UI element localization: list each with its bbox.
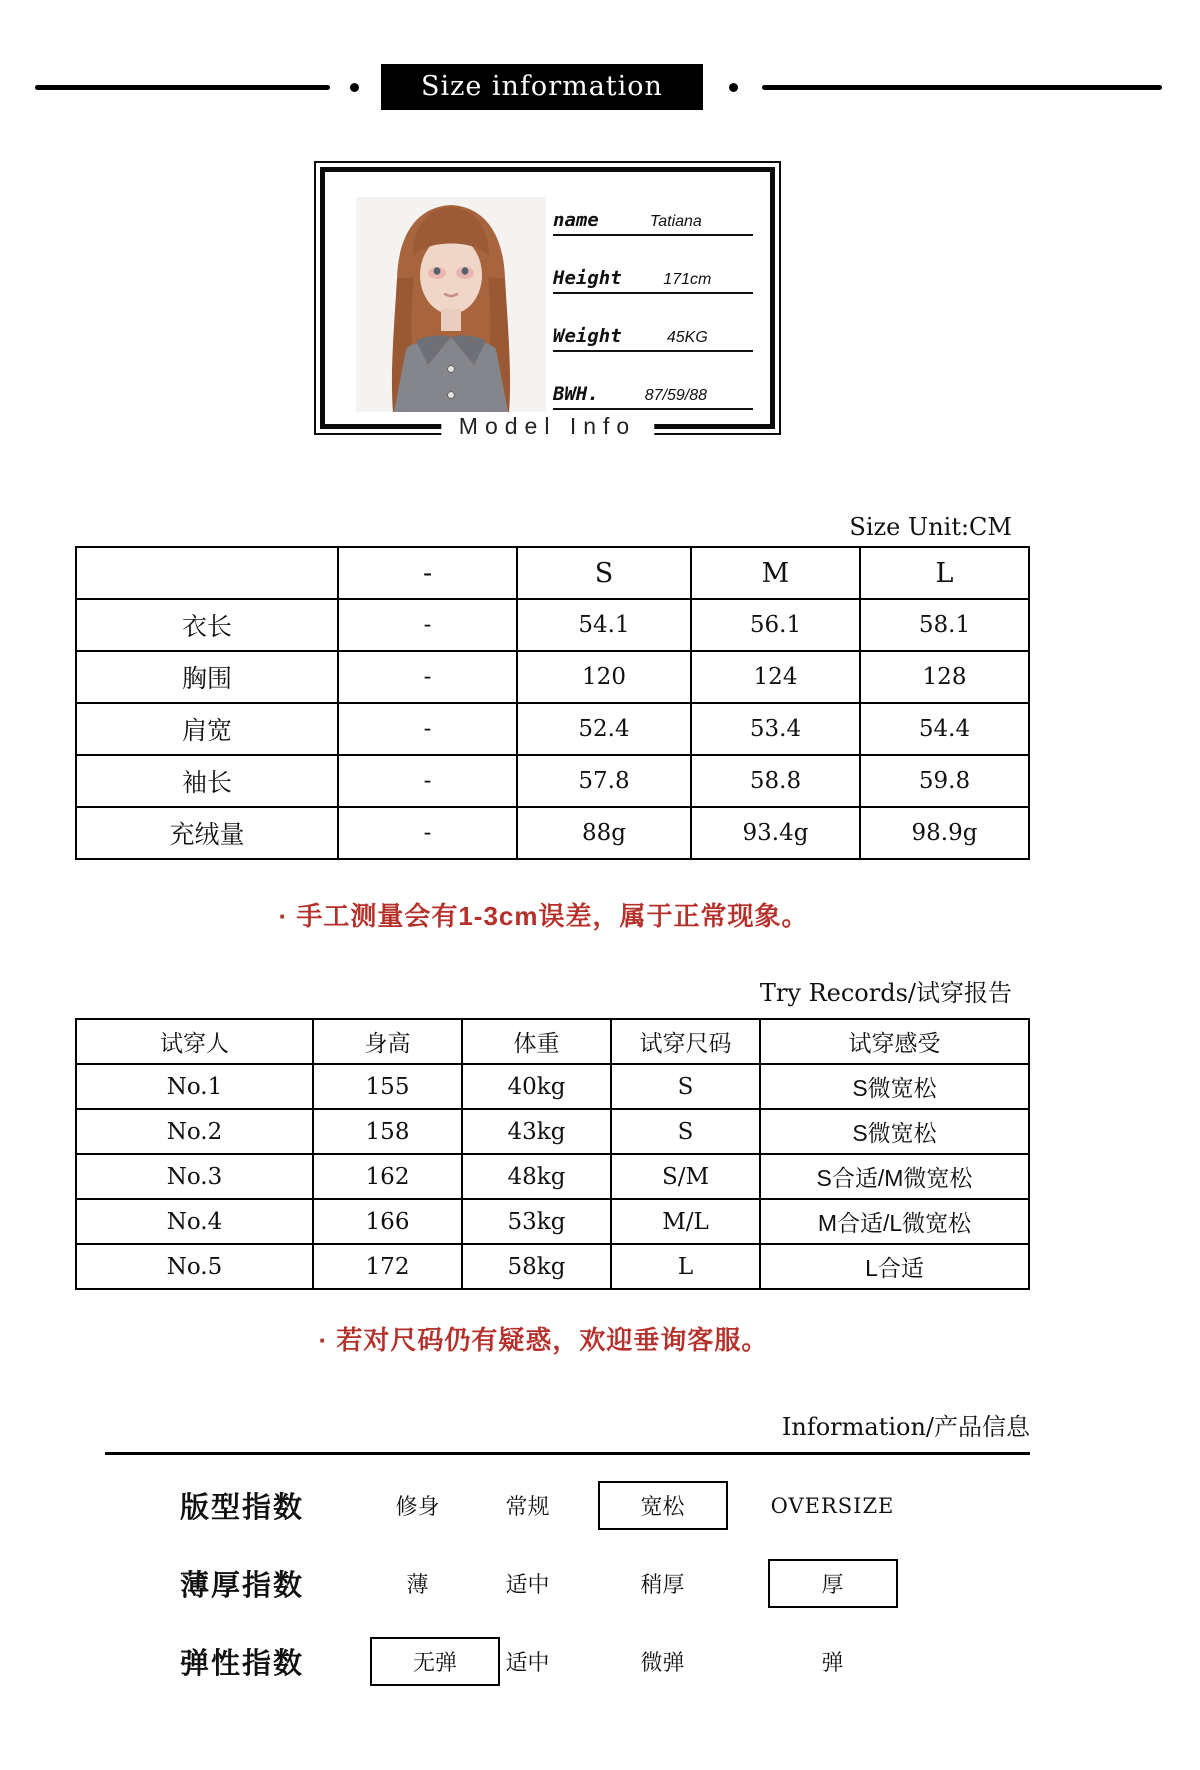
size-col-header: - bbox=[338, 547, 517, 599]
size-advice-note: · 若对尺码仍有疑惑，欢迎垂询客服。 bbox=[318, 1325, 769, 1355]
model-field-bwh bbox=[553, 372, 753, 410]
cell-value: No.4 bbox=[76, 1199, 313, 1244]
size-col-header: M bbox=[691, 547, 860, 599]
option-slight-stretch: 微弹 bbox=[640, 1650, 685, 1675]
model-fields bbox=[553, 198, 753, 430]
size-table-header-row bbox=[76, 547, 1029, 599]
model-info-card bbox=[320, 167, 775, 439]
selected-option-box: 厚 bbox=[768, 1559, 898, 1608]
cell-value: 56.1 bbox=[691, 599, 860, 651]
fit-index-row bbox=[180, 1481, 1200, 1527]
option-loose-selected bbox=[590, 1481, 735, 1530]
cell-value: S/M bbox=[611, 1154, 760, 1199]
option-oversize: OVERSIZE bbox=[770, 1493, 895, 1518]
cell-value: 59.8 bbox=[860, 755, 1029, 807]
cell-value: No.1 bbox=[76, 1064, 313, 1109]
try-col-header: 体重 bbox=[462, 1019, 611, 1064]
cell-value: 128 bbox=[860, 651, 1029, 703]
cell-value: 88g bbox=[517, 807, 691, 859]
cell-value: S微宽松 bbox=[760, 1064, 1029, 1109]
row-label: 袖长 bbox=[76, 755, 338, 807]
dot-separator-right bbox=[729, 83, 738, 92]
cell-value: 155 bbox=[313, 1064, 462, 1109]
model-field-name bbox=[553, 198, 753, 236]
try-records-heading: Try Records/试穿报告 bbox=[759, 979, 1012, 1007]
cell-value: M/L bbox=[611, 1199, 760, 1244]
option-slightly-thick: 稍厚 bbox=[640, 1572, 685, 1597]
field-value: 87/59/88 bbox=[644, 387, 708, 404]
information-rows bbox=[180, 1481, 1200, 1683]
size-col-header bbox=[76, 547, 338, 599]
model-info-caption: Model Info bbox=[441, 413, 654, 440]
cell-value: 53.4 bbox=[691, 703, 860, 755]
option-regular: 常规 bbox=[505, 1494, 550, 1519]
cell-value: 53kg bbox=[462, 1199, 611, 1244]
cell-value: 166 bbox=[313, 1199, 462, 1244]
try-table-header-row bbox=[76, 1019, 1029, 1064]
option-medium: 适中 bbox=[505, 1572, 550, 1597]
table-row bbox=[76, 755, 1029, 807]
model-photo bbox=[356, 197, 546, 412]
cell-value: 58.1 bbox=[860, 599, 1029, 651]
cell-value: 172 bbox=[313, 1244, 462, 1289]
index-label: 薄厚指数 bbox=[180, 1570, 305, 1602]
size-col-header: L bbox=[860, 547, 1029, 599]
size-col-header: S bbox=[517, 547, 691, 599]
option-thin: 薄 bbox=[406, 1572, 429, 1597]
size-unit-note: Size Unit:CM bbox=[849, 513, 1012, 541]
cell-value: S bbox=[611, 1064, 760, 1109]
table-row bbox=[76, 1199, 1029, 1244]
cell-value: - bbox=[338, 755, 517, 807]
model-field-weight bbox=[553, 314, 753, 352]
information-heading: Information/产品信息 bbox=[781, 1413, 1030, 1441]
row-label: 胸围 bbox=[76, 651, 338, 703]
selected-option-box: 宽松 bbox=[598, 1481, 728, 1530]
row-label: 衣长 bbox=[76, 599, 338, 651]
cell-value: 93.4g bbox=[691, 807, 860, 859]
cell-value: No.3 bbox=[76, 1154, 313, 1199]
table-row bbox=[76, 1109, 1029, 1154]
field-value: Tatiana bbox=[649, 213, 702, 230]
option-stretch: 弹 bbox=[821, 1650, 844, 1675]
option-thick-selected bbox=[735, 1559, 930, 1608]
table-row bbox=[76, 599, 1029, 651]
try-col-header: 试穿感受 bbox=[760, 1019, 1029, 1064]
divider-line-right bbox=[762, 85, 1162, 90]
measure-note: · 手工测量会有1-3cm误差，属于正常现象。 bbox=[278, 901, 809, 931]
cell-value: 58kg bbox=[462, 1244, 611, 1289]
cell-value: S微宽松 bbox=[760, 1109, 1029, 1154]
model-field-height bbox=[553, 256, 753, 294]
index-label: 版型指数 bbox=[180, 1492, 305, 1524]
cell-value: 120 bbox=[517, 651, 691, 703]
page-title: Size information bbox=[381, 64, 703, 110]
cell-value: 48kg bbox=[462, 1154, 611, 1199]
cell-value: No.5 bbox=[76, 1244, 313, 1289]
option-slim: 修身 bbox=[395, 1494, 440, 1519]
cell-value: 52.4 bbox=[517, 703, 691, 755]
cell-value: 162 bbox=[313, 1154, 462, 1199]
cell-value: S bbox=[611, 1109, 760, 1154]
cell-value: No.2 bbox=[76, 1109, 313, 1154]
information-divider bbox=[105, 1452, 1030, 1455]
table-row bbox=[76, 1064, 1029, 1109]
option-no-stretch-selected bbox=[370, 1637, 465, 1686]
try-records-table bbox=[75, 1018, 1030, 1290]
content-column bbox=[75, 513, 1030, 1442]
cell-value: - bbox=[338, 651, 517, 703]
cell-value: 158 bbox=[313, 1109, 462, 1154]
cell-value: 43kg bbox=[462, 1109, 611, 1154]
cell-value: 58.8 bbox=[691, 755, 860, 807]
field-label: Height bbox=[553, 267, 622, 289]
cell-value: S合适/M微宽松 bbox=[760, 1154, 1029, 1199]
table-row bbox=[76, 1244, 1029, 1289]
row-label: 充绒量 bbox=[76, 807, 338, 859]
table-row bbox=[76, 651, 1029, 703]
cell-value: 98.9g bbox=[860, 807, 1029, 859]
try-col-header: 身高 bbox=[313, 1019, 462, 1064]
elasticity-index-row bbox=[180, 1637, 1200, 1683]
try-col-header: 试穿人 bbox=[76, 1019, 313, 1064]
thickness-index-row bbox=[180, 1559, 1200, 1605]
row-label: 肩宽 bbox=[76, 703, 338, 755]
cell-value: - bbox=[338, 599, 517, 651]
cell-value: 124 bbox=[691, 651, 860, 703]
cell-value: 40kg bbox=[462, 1064, 611, 1109]
cell-value: 54.1 bbox=[517, 599, 691, 651]
table-row bbox=[76, 807, 1029, 859]
option-medium: 适中 bbox=[505, 1650, 550, 1675]
cell-value: L bbox=[611, 1244, 760, 1289]
field-label: BWH. bbox=[553, 383, 599, 405]
cell-value: 57.8 bbox=[517, 755, 691, 807]
cell-value: - bbox=[338, 807, 517, 859]
field-label: Weight bbox=[553, 325, 622, 347]
index-label: 弹性指数 bbox=[180, 1648, 305, 1680]
cell-value: 54.4 bbox=[860, 703, 1029, 755]
section-header bbox=[0, 64, 1200, 110]
field-value: 171cm bbox=[663, 271, 712, 288]
dot-separator-left bbox=[350, 83, 359, 92]
table-row bbox=[76, 703, 1029, 755]
field-value: 45KG bbox=[666, 329, 708, 346]
table-row bbox=[76, 1154, 1029, 1199]
cell-value: M合适/L微宽松 bbox=[760, 1199, 1029, 1244]
field-label: name bbox=[553, 209, 599, 231]
try-col-header: 试穿尺码 bbox=[611, 1019, 760, 1064]
cell-value: - bbox=[338, 703, 517, 755]
selected-option-box: 无弹 bbox=[370, 1637, 500, 1686]
cell-value: L合适 bbox=[760, 1244, 1029, 1289]
size-table bbox=[75, 546, 1030, 860]
divider-line-left bbox=[35, 85, 330, 90]
